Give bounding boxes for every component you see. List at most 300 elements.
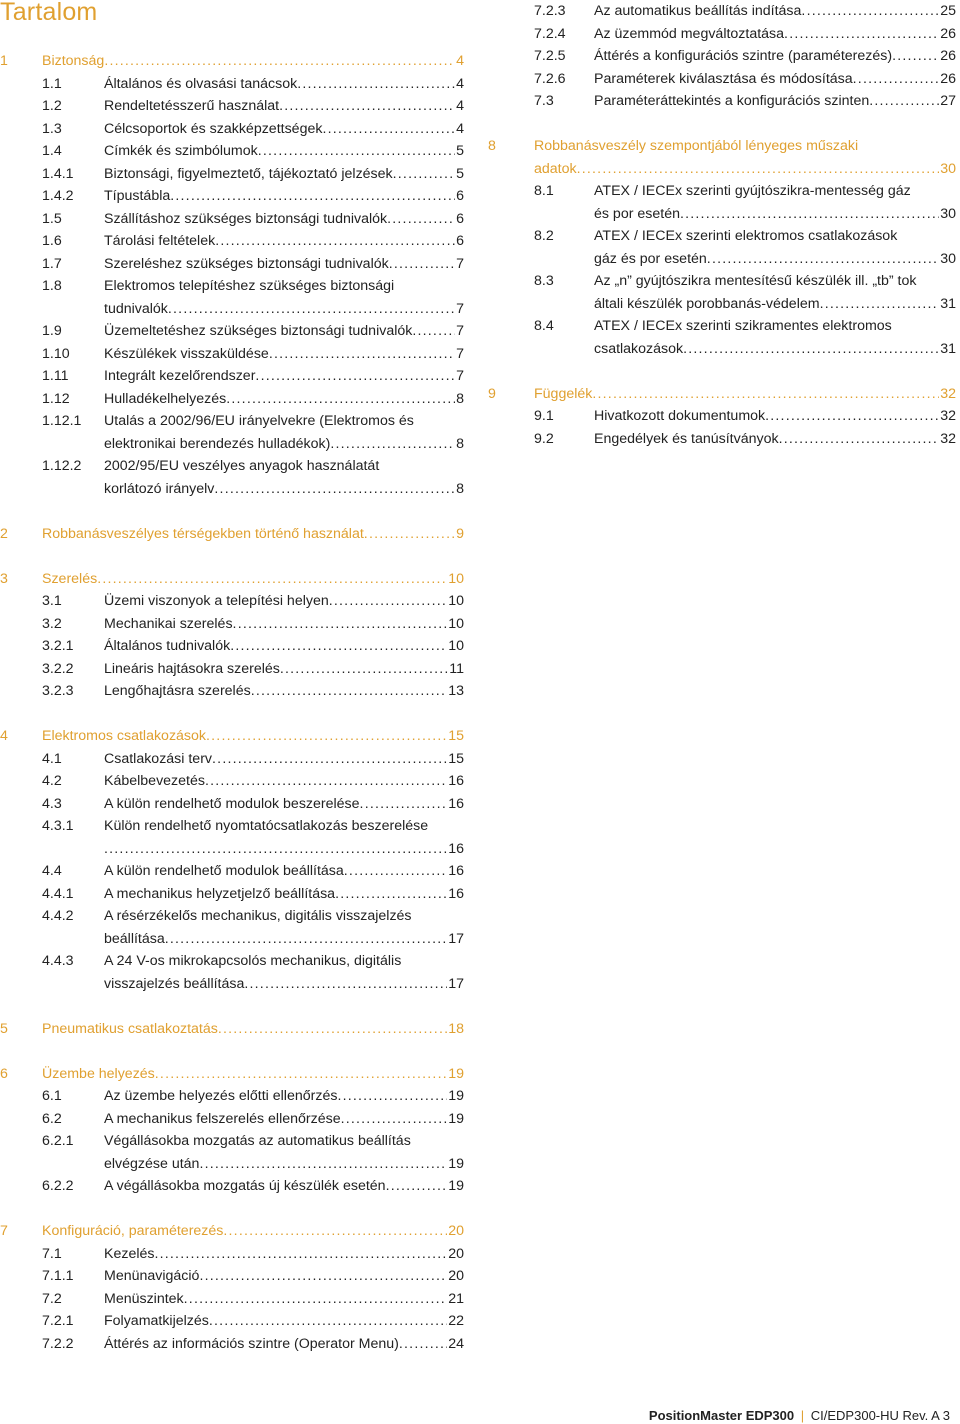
toc-leader-dots [226,388,455,411]
toc-section-entry[interactable] [0,1018,464,1041]
toc-entry-title: Paraméteráttekintés a konfigurációs szinten [594,93,870,109]
toc-page-number: 19 [448,1155,464,1172]
toc-entry-number: 7.2.4 [534,25,566,42]
toc-leader-dots [223,1220,447,1243]
toc-leader-dots [329,590,447,613]
toc-leader-dots [337,1085,447,1108]
toc-page-number: 30 [940,160,956,177]
toc-entry-number: 1.2 [42,98,62,114]
toc-entry-number: 4.4.3 [42,953,74,969]
toc-entry-title: Célcsoportok és szakképzettségek [104,120,323,137]
toc-entry[interactable] [0,748,464,771]
toc-entry-title: Hulladékelhelyezés [104,390,227,407]
toc-entry[interactable] [0,365,464,388]
toc-leader-dots [244,973,447,996]
toc-leader-dots [258,140,455,163]
toc-page-number: 16 [448,795,464,812]
toc-entry-number: 6.2 [42,1110,62,1127]
toc-entry-title: ATEX / IECEx szerinti gyújtószikra-mentesség gáz [594,183,911,199]
toc-leader-dots [869,90,939,113]
toc-leader-dots [199,1153,447,1176]
toc-leader-dots [707,248,939,271]
toc-entry-title: Mechanikai szerelés [104,615,233,632]
toc-leader-dots [330,433,455,456]
toc-entry-title: Menünavigáció [104,1268,200,1284]
toc-entry-title: Utalás a 2002/96/EU irányelvekre (Elektromos és [104,413,414,429]
toc-page-number: 8 [456,435,464,452]
footer-page-number: 3 [942,1408,950,1423]
toc-leader-dots [184,1288,448,1311]
toc-page-number: 4 [456,120,464,137]
toc-entry-number: 7.3 [534,93,554,109]
toc-entry-number: 6.1 [42,1088,62,1104]
toc-entry-number: 1.1 [42,75,62,92]
toc-entry-title: Hivatkozott dokumentumok [594,408,766,424]
toc-leader-dots [251,680,448,703]
toc-entry-title: Általános tudnivalók [104,638,231,654]
toc-leader-dots [360,793,448,816]
toc-entry-title: Menüszintek [104,1290,184,1307]
toc-page-number: 10 [448,593,464,609]
toc-entry-title: Robbanásveszély szempontjából lényeges műszaki [534,138,859,154]
toc-entry-number: 9.1 [534,408,554,424]
toc-entry[interactable] [488,68,956,91]
toc-entry-title: Üzemi viszonyok a telepítési helyen [104,593,329,609]
toc-entry-number: 1.8 [42,278,62,294]
toc-entry-number: 9.2 [534,430,554,447]
toc-entry[interactable] [488,315,956,360]
toc-right-column [488,0,956,450]
toc-entry[interactable] [488,90,956,113]
toc-entry[interactable] [0,208,464,231]
toc-section-entry[interactable] [0,725,464,748]
toc-entry-number: 1.12.1 [42,413,82,429]
toc-page-number: 16 [448,773,464,789]
toc-entry-number: 7.2 [42,1290,62,1307]
toc-entry-title: Integrált kezelőrendszer [104,368,256,384]
toc-entry-number: 7.2.1 [42,1313,74,1329]
toc-entry[interactable] [0,1108,464,1131]
toc-entry-title: Az „n” gyújtószikra mentesítésű készülék ill. „tb” tok [594,273,917,289]
toc-leader-dots [280,658,448,681]
toc-entry-number: 7 [0,1223,8,1239]
toc-leader-dots [820,293,940,316]
toc-leader-dots [230,635,447,658]
toc-page-number: 26 [940,48,956,64]
toc-leader-dots [680,203,939,226]
toc-entry-number: 6 [0,1065,8,1082]
toc-entry-title: ATEX / IECEx szerinti szikramentes elektromos [594,318,892,334]
toc-page-number: 4 [456,53,464,69]
toc-entry[interactable] [488,23,956,46]
toc-entry-title: A mechanikus helyzetjelző beállítása [104,885,336,902]
toc-entry[interactable] [0,320,464,343]
toc-entry[interactable] [0,95,464,118]
toc-page-number: 20 [448,1245,464,1262]
toc-entry-title: A végállásokba mozgatás új készülék esetén [104,1178,386,1194]
toc-leader-dots [892,45,939,68]
toc-entry-title: Üzemeltetéshez szükséges biztonsági tudnivalók [104,323,413,339]
toc-entry-number: 1.12.2 [42,458,82,474]
toc-entry-title: 2002/95/EU veszélyes anyagok használatát [104,458,380,474]
toc-entry[interactable] [0,253,464,276]
toc-entry[interactable] [0,613,464,636]
toc-page-number: 15 [448,750,464,767]
toc-entry-number: 4 [0,728,8,744]
toc-entry-number: 1.4 [42,143,62,159]
toc-entry[interactable] [0,1085,464,1108]
toc-entry-number: 1.3 [42,120,62,137]
toc-entry[interactable] [488,405,956,428]
toc-entry-number: 7.2.6 [534,70,566,87]
toc-entry-title: Szerelés [42,570,98,587]
toc-leader-dots [218,1018,447,1041]
toc-entry[interactable] [0,680,464,703]
toc-entry[interactable] [0,815,464,860]
toc-leader-dots [205,770,447,793]
toc-leader-dots [765,405,939,428]
toc-leader-dots [168,298,455,321]
toc-entry-number: 7.1.1 [42,1268,74,1284]
toc-entry-number: 5 [0,1020,8,1037]
toc-entry[interactable] [0,658,464,681]
toc-entry[interactable] [0,770,464,793]
toc-entry[interactable] [0,1333,464,1356]
toc-entry[interactable] [488,45,956,68]
toc-entry-number: 8.2 [534,228,554,244]
toc-entry-title: Áttérés a konfigurációs szintre (paraméterezés) [594,48,893,64]
toc-entry[interactable] [0,590,464,613]
toc-entry[interactable] [0,73,464,96]
toc-entry-number: 8.3 [534,273,554,289]
toc-entry-title: A 24 V-os mikrokapcsolós mechanikus, digitális [104,953,402,969]
toc-section-entry[interactable] [488,135,956,180]
toc-entry-title: Végállásokba mozgatás az automatikus beállítás [104,1133,411,1149]
toc-entry[interactable] [0,163,464,186]
toc-page-number: 7 [456,368,464,384]
toc-entry-number: 3.1 [42,593,62,609]
toc-entry[interactable] [488,270,956,315]
toc-entry-number: 3.2.3 [42,683,74,699]
toc-leader-dots [214,478,455,501]
toc-entry-number: 3.2.1 [42,638,74,654]
toc-entry[interactable] [488,0,956,23]
toc-leader-dots [97,568,447,591]
toc-page-number: 4 [456,75,464,92]
toc-entry-number: 1.11 [42,368,69,384]
toc-section-entry[interactable] [0,568,464,591]
toc-entry[interactable] [0,1265,464,1288]
toc-entry-number: 1.6 [42,233,62,249]
toc-entry-number: 6.2.1 [42,1133,74,1149]
toc-entry-title: Tárolási feltételek [104,233,216,249]
toc-leader-dots [269,343,455,366]
toc-leader-dots [209,1310,447,1333]
footer-separator: | [800,1408,805,1423]
page-footer [649,1408,950,1423]
toc-entry[interactable] [0,1288,464,1311]
toc-entry-title: Biztonság [42,53,105,69]
toc-entry-number: 8 [488,138,496,154]
toc-page-number: 16 [448,885,464,902]
toc-entry-title: A külön rendelhető modulok beállítása [104,863,344,879]
toc-page-number: 7 [456,300,464,317]
toc-page-number: 7 [456,345,464,362]
toc-page-number: 15 [448,728,464,744]
toc-page-number: 19 [448,1065,464,1082]
toc-entry-title: A külön rendelhető modulok beszerelése [104,795,360,812]
toc-entry-number: 1.9 [42,323,62,339]
page-title: Tartalom [0,0,98,26]
toc-leader-dots [399,1333,447,1356]
toc-entry-number: 1.5 [42,210,62,227]
toc-entry-title: általi készülék porobbanás-védelem [594,295,820,312]
toc-leader-dots [165,928,447,951]
toc-entry[interactable] [0,1310,464,1333]
footer-product: PositionMaster EDP300 [648,1408,795,1423]
toc-leader-dots [199,1265,447,1288]
toc-entry-title: tudnivalók [104,300,168,317]
toc-entry-title: Címkék és szimbólumok [104,143,258,159]
toc-entry[interactable] [0,275,464,320]
toc-entry-number: 4.4.2 [42,908,74,924]
toc-entry-title: gáz és por esetén [594,250,707,267]
toc-leader-dots [683,338,939,361]
toc-entry[interactable] [0,455,464,500]
toc-page-number: 19 [448,1110,464,1127]
toc-entry-title: Lineáris hajtásokra szerelés [104,660,280,677]
toc-entry-title: Üzembe helyezés [42,1065,155,1082]
toc-leader-dots [170,185,455,208]
toc-leader-dots [297,73,455,96]
toc-section-entry[interactable] [488,383,956,406]
toc-entry-title: Paraméterek kiválasztása és módosítása [594,70,853,87]
toc-entry-title: Áttérés az információs szintre (Operator Menu) [104,1335,399,1352]
toc-entry[interactable] [0,860,464,883]
toc-page-number: 27 [940,93,956,109]
toc-page-number: 8 [456,390,464,407]
toc-entry-title: Típustábla [104,188,171,204]
toc-entry[interactable] [0,883,464,906]
toc-entry-title: Rendeltetésszerű használat [104,98,280,114]
toc-leader-dots [215,230,455,253]
toc-leader-dots [779,428,940,451]
toc-page-number: 20 [448,1223,464,1239]
toc-entry[interactable] [0,185,464,208]
toc-entry-number: 3 [0,570,8,587]
toc-entry-title: korlátozó irányelv [104,480,215,497]
toc-entry-title: Elektromos telepítéshez szükséges biztonsági [104,278,395,294]
toc-entry-title: Engedélyek és tanúsítványok [594,430,779,447]
toc-page-number: 6 [456,233,464,249]
toc-entry-number: 1.4.2 [42,188,74,204]
toc-entry-title: Pneumatikus csatlakoztatás [42,1020,218,1037]
toc-entry-number: 1.4.1 [42,165,74,182]
toc-leader-dots [389,253,455,276]
toc-entry[interactable] [488,180,956,225]
toc-entry-title: adatok [534,160,577,177]
toc-entry[interactable] [0,1243,464,1266]
toc-entry-title: Kábelbevezetés [104,773,205,789]
toc-leader-dots [155,1063,447,1086]
toc-entry-number: 9 [488,385,496,402]
toc-page-number: 9 [456,525,464,542]
toc-leader-dots [322,118,455,141]
toc-entry-number: 4.3.1 [42,818,74,834]
toc-page-number: 21 [448,1290,464,1307]
toc-entry-number: 1 [0,53,8,69]
toc-page-number: 31 [940,340,956,357]
toc-page-number: 32 [940,408,956,424]
toc-entry-number: 3.2.2 [42,660,74,677]
toc-entry[interactable] [0,140,464,163]
toc-entry-title: Az üzembe helyezés előtti ellenőrzés [104,1088,338,1104]
toc-entry-title: elvégzése után [104,1155,200,1172]
toc-leader-dots [364,523,455,546]
toc-page-number: 22 [448,1313,464,1329]
toc-page-number: 10 [448,638,464,654]
toc-entry-number: 4.4 [42,863,62,879]
toc-entry-title: Az automatikus beállítás indítása [594,3,802,19]
toc-entry-title: Külön rendelhető nyomtatócsatlakozás beszerelése [104,818,429,834]
toc-leader-dots [233,613,448,636]
toc-entry-number: 4.4.1 [42,885,74,902]
toc-leader-dots [801,0,939,23]
toc-page-number: 13 [448,683,464,699]
toc-entry[interactable] [0,410,464,455]
toc-page-number: 7 [456,255,464,272]
toc-leader-dots [577,158,940,181]
toc-entry-title: elektronikai berendezés hulladékok) [104,435,331,452]
toc-entry-title: Csatlakozási terv [104,750,213,767]
toc-page-number: 30 [940,250,956,267]
toc-entry-number: 1.7 [42,255,62,272]
footer-doc-ref: CI/EDP300-HU Rev. A [810,1408,940,1423]
toc-leader-dots [853,68,940,91]
toc-page-number: 19 [448,1178,464,1194]
toc-entry-number: 7.2.5 [534,48,566,64]
toc-entry-title: Szereléshez szükséges biztonsági tudnivalók [104,255,389,272]
toc-entry[interactable] [0,388,464,411]
toc-leader-dots [592,383,939,406]
toc-entry-number: 7.2.2 [42,1335,74,1352]
toc-entry-number: 8.4 [534,318,554,334]
toc-leader-dots [344,860,447,883]
toc-page-number: 6 [456,188,464,204]
toc-left-column [0,50,464,1355]
toc-entry-title: és por esetén [594,205,680,222]
toc-page-number: 32 [940,385,956,402]
toc-entry-title: Általános és olvasási tanácsok [104,75,298,92]
toc-entry-title: Lengőhajtásra szerelés [104,683,251,699]
toc-page-number: 32 [940,430,956,447]
toc-section-entry[interactable] [0,50,464,73]
toc-page-number: 4 [456,98,464,114]
toc-page-number: 17 [448,975,464,992]
toc-page-number: 16 [448,840,464,857]
toc-entry-title: Robbanásveszélyes térségekben történő használat [42,525,364,542]
toc-entry[interactable] [488,428,956,451]
toc-page-number: 20 [448,1268,464,1284]
toc-entry-number: 1.12 [42,390,70,407]
toc-entry-title: Folyamatkijelzés [104,1313,209,1329]
toc-page-number: 16 [448,863,464,879]
toc-entry[interactable] [0,635,464,658]
toc-leader-dots [387,208,455,231]
toc-entry-title: Szállításhoz szükséges biztonsági tudnivalók [104,210,388,227]
toc-page-number: 31 [940,295,956,312]
toc-leader-dots [386,1175,448,1198]
toc-page-number: 8 [456,480,464,497]
toc-leader-dots [279,95,455,118]
toc-page-number: 11 [449,660,464,677]
toc-section-entry[interactable] [0,1220,464,1243]
toc-entry-title: Az üzemmód megváltoztatása [594,25,785,42]
toc-entry-title: Konfiguráció, paraméterezés [42,1223,224,1239]
toc-entry[interactable] [0,905,464,950]
toc-leader-dots [206,725,447,748]
toc-page-number: 7 [456,323,464,339]
toc-entry[interactable] [0,230,464,253]
toc-section-entry[interactable] [0,523,464,546]
toc-entry-title: Készülékek visszaküldése [104,345,269,362]
toc-page-number: 6 [456,210,464,227]
toc-leader-dots [393,163,455,186]
toc-entry-number: 4.2 [42,773,62,789]
toc-entry-title: beállítása [104,930,165,947]
toc-entry[interactable] [488,225,956,270]
toc-entry[interactable] [0,1175,464,1198]
toc-leader-dots [104,50,455,73]
toc-page-number: 19 [448,1088,464,1104]
toc-entry-title: ATEX / IECEx szerinti elektromos csatlakozások [594,228,898,244]
toc-page-number: 30 [940,205,956,222]
toc-entry-number: 8.1 [534,183,554,199]
toc-entry[interactable] [0,343,464,366]
toc-leader-dots [212,748,447,771]
toc-entry-title: csatlakozások [594,340,684,357]
toc-page-number: 5 [456,143,464,159]
toc-leader-dots [104,838,447,861]
toc-entry-title: Függelék [534,385,593,402]
toc-entry[interactable] [0,950,464,995]
toc-leader-dots [412,320,455,343]
toc-entry-title: visszajelzés beállítása [104,975,245,992]
toc-page-number: 18 [448,1020,464,1037]
toc-page-number: 26 [940,70,956,87]
toc-entry-number: 2 [0,525,8,542]
toc-page-number: 26 [940,25,956,42]
toc-leader-dots [255,365,455,388]
toc-page-number: 25 [940,3,956,19]
toc-leader-dots [335,883,447,906]
toc-entry-number: 6.2.2 [42,1178,74,1194]
toc-entry[interactable] [0,793,464,816]
toc-entry[interactable] [0,1130,464,1175]
toc-entry-title: Kezelés [104,1245,155,1262]
toc-entry-number: 4.3 [42,795,62,812]
toc-entry-number: 3.2 [42,615,62,632]
toc-entry-title: Elektromos csatlakozások [42,728,207,744]
toc-leader-dots [154,1243,447,1266]
toc-leader-dots [341,1108,448,1131]
toc-page-number: 10 [448,570,464,587]
toc-page-number: 17 [448,930,464,947]
toc-entry[interactable] [0,118,464,141]
toc-page-number: 24 [448,1335,464,1352]
toc-entry-number: 4.1 [42,750,62,767]
toc-section-entry[interactable] [0,1063,464,1086]
